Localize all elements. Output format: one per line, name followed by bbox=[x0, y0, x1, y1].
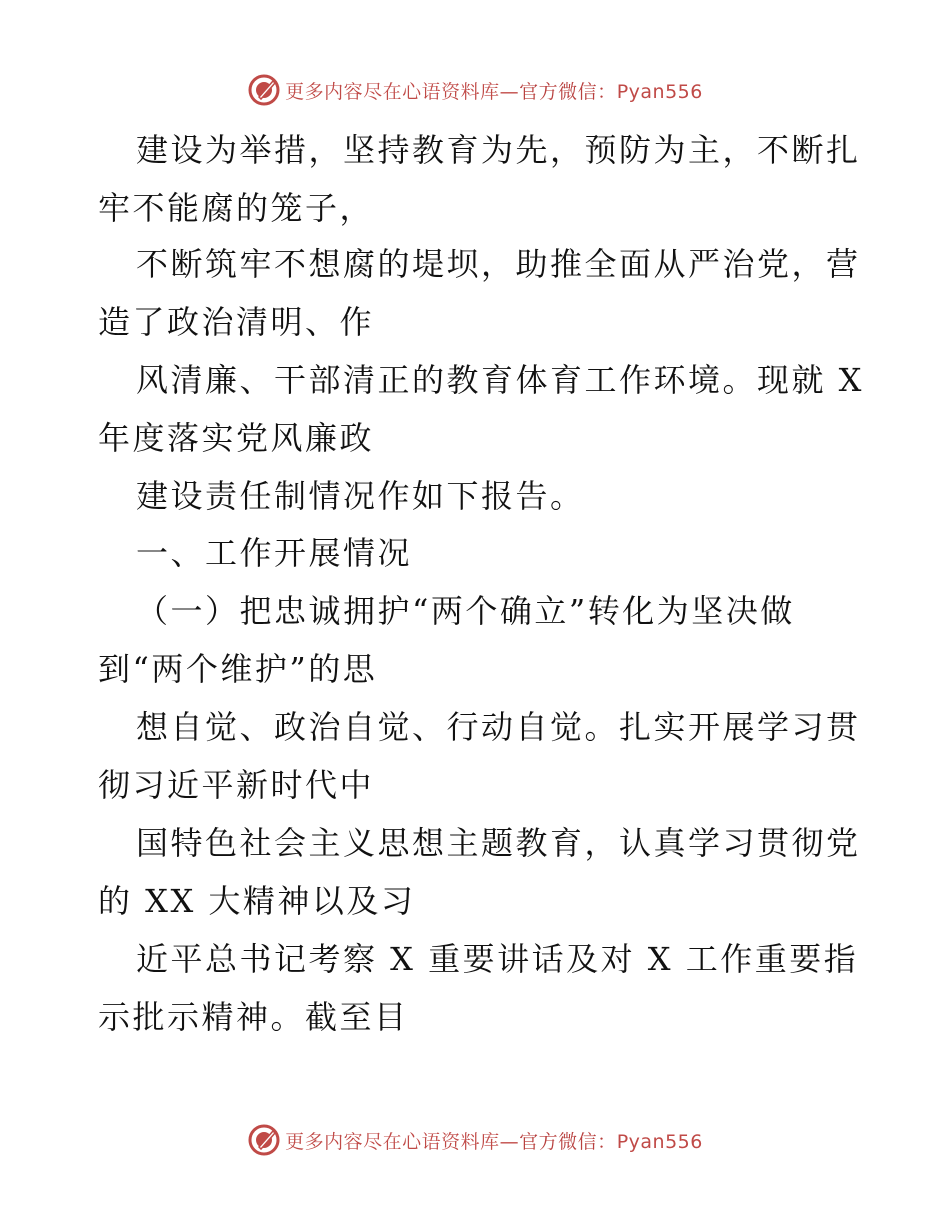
text-line: 彻习近平新时代中 bbox=[98, 766, 375, 804]
text-line: 想自觉、政治自觉、行动自觉。扎实开展学习贯 bbox=[136, 708, 861, 746]
text-line: 年度落实党风廉政 bbox=[98, 419, 375, 457]
watermark-prefix: 更多内容尽在心语资料库 bbox=[285, 1130, 500, 1153]
text-line: 建设为举措，坚持教育为先，预防为主，不断扎 bbox=[136, 131, 861, 169]
text-line: 牢不能腐的笼子， bbox=[98, 189, 375, 227]
text-line: 示批示精神。截至目 bbox=[98, 998, 409, 1036]
text-line: 建设责任制情况作如下报告。 bbox=[136, 477, 585, 515]
watermark-dash: — bbox=[499, 80, 520, 103]
text-line: 造了政治清明、作 bbox=[98, 303, 375, 341]
watermark-header bbox=[0, 70, 950, 110]
watermark-suffix: 官方微信： bbox=[519, 1130, 617, 1153]
text-line: 国特色社会主义思想主题教育，认真学习贯彻党 bbox=[136, 824, 861, 862]
watermark-suffix: 官方微信： bbox=[519, 80, 617, 103]
pen-logo-icon bbox=[247, 73, 281, 107]
watermark-account: Pyan556 bbox=[616, 80, 703, 103]
subsection-heading: （一）把忠诚拥护“两个确立”转化为坚决做 bbox=[136, 592, 795, 630]
text-line: 到“两个维护”的思 bbox=[98, 650, 378, 688]
pen-logo-icon bbox=[247, 1123, 281, 1157]
text-line: 近平总书记考察 X 重要讲话及对 X 工作重要指 bbox=[136, 940, 859, 978]
watermark-account: Pyan556 bbox=[616, 1130, 703, 1153]
text-line: 风清廉、干部清正的教育体育工作环境。现就 X bbox=[136, 361, 864, 399]
text-line: 的 XX 大精神以及习 bbox=[98, 882, 416, 920]
watermark-prefix: 更多内容尽在心语资料库 bbox=[285, 80, 500, 103]
text-line: 不断筑牢不想腐的堤坝，助推全面从严治党，营 bbox=[136, 245, 861, 283]
watermark-footer bbox=[0, 1120, 950, 1160]
watermark-dash: — bbox=[499, 1130, 520, 1153]
section-heading: 一、工作开展情况 bbox=[136, 534, 413, 572]
